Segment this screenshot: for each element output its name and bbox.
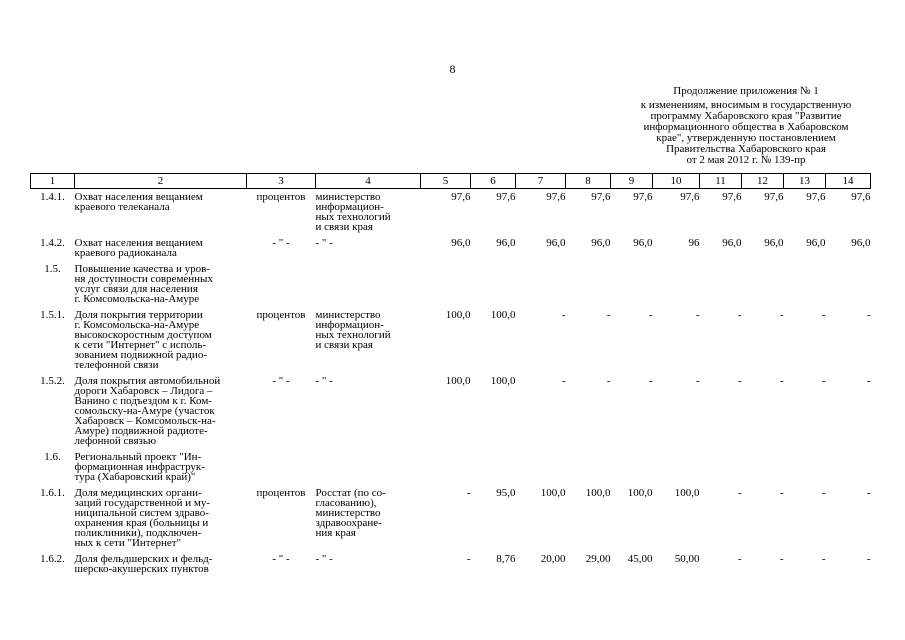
value-cell: - — [866, 309, 871, 321]
value-cell: 96,0 — [851, 237, 871, 249]
responsible-line: здравоохране- — [315, 517, 382, 529]
value-cell: 96,0 — [546, 237, 566, 249]
value-cell: 95,0 — [496, 487, 516, 499]
responsible-cell — [316, 235, 421, 261]
column-number: 11 — [700, 174, 742, 189]
indicators-table — [30, 173, 871, 577]
indicator-name-cell — [75, 307, 247, 373]
value-cell: - — [695, 309, 700, 321]
table-row — [31, 449, 871, 485]
appendix-title: Продолжение приложения № 1 — [673, 85, 819, 97]
indicator-name-line: краевого телеканала — [74, 201, 170, 213]
appendix-line: информационного общества в Хабаровском — [643, 121, 849, 133]
responsible-cell — [316, 485, 421, 551]
appendix-header — [600, 86, 892, 166]
value-cell: 29,00 — [585, 553, 611, 565]
indicator-name-line: охранения края (больницы и — [74, 517, 209, 529]
value-cell: 97,6 — [633, 191, 653, 203]
value-cell: - — [779, 309, 784, 321]
value-cell — [421, 449, 471, 485]
responsible-line: Росстат (по со- — [315, 487, 386, 499]
indicator-name-line: ниципальной систем здраво- — [74, 507, 209, 519]
value-cell: 100,0 — [490, 309, 516, 321]
value-cell: 96,0 — [722, 237, 742, 249]
responsible-cell — [316, 373, 421, 449]
value-cell — [516, 449, 566, 485]
indicator-name-cell — [75, 189, 247, 236]
row-number-cell: 1.6.1. — [40, 487, 65, 499]
indicator-name-line: телефонной связи — [74, 359, 159, 371]
column-number: 9 — [611, 174, 653, 189]
column-number: 7 — [516, 174, 566, 189]
responsible-line: - " - — [315, 237, 333, 249]
value-cell: - — [606, 375, 611, 387]
value-cell: 100,0 — [445, 375, 471, 387]
column-number: 3 — [247, 174, 316, 189]
responsible-line: информацион- — [315, 201, 384, 213]
indicator-name-line: Ванино с подъездом к г. Ком- — [74, 395, 212, 407]
responsible-line: ния края — [315, 527, 356, 539]
column-number: 14 — [826, 174, 871, 189]
table-row — [31, 189, 871, 236]
value-cell: - — [737, 487, 742, 499]
value-cell: - — [648, 375, 653, 387]
responsible-cell — [316, 551, 421, 577]
row-number-cell: 1.5. — [44, 263, 61, 275]
value-cell: - — [737, 553, 742, 565]
value-cell: - — [648, 309, 653, 321]
unit-cell: - " - — [272, 553, 290, 565]
indicator-name-line: Доля фельдшерских и фельд- — [74, 553, 213, 565]
column-number: 6 — [471, 174, 516, 189]
responsible-line: ных технологий — [315, 329, 391, 341]
value-cell: 100,0 — [490, 375, 516, 387]
unit-cell — [247, 261, 316, 307]
column-number: 13 — [784, 174, 826, 189]
unit-cell: процентов — [256, 487, 306, 499]
column-number-row — [31, 174, 871, 189]
value-cell — [471, 449, 516, 485]
value-cell: - — [737, 375, 742, 387]
value-cell: - — [561, 309, 566, 321]
indicator-name-line: услуг связи для населения — [74, 283, 198, 295]
value-cell: 100,0 — [627, 487, 653, 499]
value-cell: - — [821, 375, 826, 387]
value-cell — [700, 261, 742, 307]
row-number-cell: 1.4.1. — [40, 191, 65, 203]
value-cell: - — [466, 553, 471, 565]
value-cell: - — [561, 375, 566, 387]
value-cell: 96 — [688, 237, 700, 249]
table-row — [31, 551, 871, 577]
value-cell: - — [821, 487, 826, 499]
responsible-line: гласованию), — [315, 497, 377, 509]
value-cell — [742, 449, 784, 485]
column-number: 10 — [653, 174, 700, 189]
row-number-cell: 1.6. — [44, 451, 61, 463]
value-cell: 96,0 — [451, 237, 471, 249]
appendix-line: Правительства Хабаровского края — [666, 143, 826, 155]
indicator-name-line: Региональный проект "Ин- — [74, 451, 202, 463]
value-cell: 96,0 — [496, 237, 516, 249]
indicator-name-cell — [75, 551, 247, 577]
unit-cell: - " - — [272, 237, 290, 249]
value-cell: 50,00 — [674, 553, 700, 565]
indicator-name-line: Повышение качества и уров- — [74, 263, 210, 275]
column-number: 4 — [316, 174, 421, 189]
indicator-name-line: г. Комсомольска-на-Амуре — [74, 293, 200, 305]
value-cell: 96,0 — [633, 237, 653, 249]
value-cell: - — [821, 309, 826, 321]
responsible-cell — [316, 189, 421, 236]
responsible-line: и связи края — [315, 339, 373, 351]
row-number-cell: 1.5.1. — [40, 309, 65, 321]
value-cell — [611, 261, 653, 307]
appendix-line: программу Хабаровского края "Развитие — [650, 110, 842, 122]
value-cell — [826, 449, 871, 485]
indicator-name-line: Доля покрытия автомобильной — [74, 375, 221, 387]
value-cell: 97,6 — [722, 191, 742, 203]
row-number-cell: 1.5.2. — [40, 375, 65, 387]
responsible-line: - " - — [315, 553, 333, 565]
indicator-name-line: сомольску-на-Амуре (участок — [74, 405, 215, 417]
responsible-line: министерство — [315, 191, 381, 203]
indicator-name-cell — [75, 261, 247, 307]
value-cell — [826, 261, 871, 307]
value-cell: - — [737, 309, 742, 321]
value-cell: - — [866, 375, 871, 387]
value-cell: 96,0 — [764, 237, 784, 249]
indicator-name-line: шерско-акушерских пунктов — [74, 563, 209, 575]
value-cell: 100,0 — [585, 487, 611, 499]
value-cell — [784, 261, 826, 307]
value-cell: 100,0 — [445, 309, 471, 321]
value-cell — [471, 261, 516, 307]
responsible-cell — [316, 307, 421, 373]
table-row — [31, 373, 871, 449]
value-cell: 97,6 — [591, 191, 611, 203]
table-body — [31, 174, 871, 578]
unit-cell: процентов — [256, 191, 306, 203]
indicator-name-line: Хабаровск – Комсомольск-на- — [74, 415, 216, 427]
indicator-name-line: зованием подвижной радио- — [74, 349, 207, 361]
row-number-cell: 1.6.2. — [40, 553, 65, 565]
value-cell: 100,0 — [674, 487, 700, 499]
value-cell: 97,6 — [451, 191, 471, 203]
column-number: 8 — [566, 174, 611, 189]
table-row — [31, 307, 871, 373]
indicator-name-line: ных к сети "Интернет" — [74, 537, 182, 549]
responsible-line: министерство — [315, 507, 381, 519]
indicator-name-line: высокоскоростным доступом — [74, 329, 212, 341]
value-cell — [653, 449, 700, 485]
value-cell: 97,6 — [764, 191, 784, 203]
appendix-line: от 2 мая 2012 г. № 139-пр — [686, 154, 806, 166]
value-cell — [784, 449, 826, 485]
responsible-line: министерство — [315, 309, 381, 321]
value-cell: 97,6 — [851, 191, 871, 203]
responsible-line: - " - — [315, 375, 333, 387]
value-cell: 8,76 — [496, 553, 516, 565]
appendix-line: к изменениям, вносимым в государственную — [640, 99, 852, 111]
value-cell: 100,0 — [540, 487, 566, 499]
indicator-name-line: заций государственной и му- — [74, 497, 211, 509]
value-cell — [421, 261, 471, 307]
indicator-name-line: Доля медицинских органи- — [74, 487, 202, 499]
value-cell: 97,6 — [680, 191, 700, 203]
responsible-cell — [316, 261, 421, 307]
value-cell: - — [466, 487, 471, 499]
responsible-line: информацион- — [315, 319, 384, 331]
value-cell — [742, 261, 784, 307]
value-cell — [611, 449, 653, 485]
indicator-name-line: краевого радиоканала — [74, 247, 177, 259]
responsible-line: и связи края — [315, 221, 373, 233]
value-cell — [653, 261, 700, 307]
value-cell: 96,0 — [591, 237, 611, 249]
column-number: 5 — [421, 174, 471, 189]
value-cell: 97,6 — [546, 191, 566, 203]
unit-cell — [247, 449, 316, 485]
indicator-name-line: ня доступности современных — [74, 273, 213, 285]
indicator-name-line: тура (Хабаровский край)" — [74, 471, 196, 483]
value-cell — [566, 261, 611, 307]
value-cell: - — [866, 553, 871, 565]
indicator-name-line: дороги Хабаровск – Лидога – — [74, 385, 213, 397]
responsible-cell — [316, 449, 421, 485]
indicator-name-line: лефонной связью — [74, 435, 157, 447]
responsible-line: ных технологий — [315, 211, 391, 223]
value-cell: - — [779, 553, 784, 565]
value-cell: - — [779, 487, 784, 499]
appendix-line: крае", утвержденную постановлением — [656, 132, 836, 144]
value-cell: - — [866, 487, 871, 499]
indicator-name-cell — [75, 485, 247, 551]
column-number: 12 — [742, 174, 784, 189]
value-cell: - — [695, 375, 700, 387]
indicator-name-line: г. Комсомольска-на-Амуре — [74, 319, 200, 331]
indicator-name-line: к сети "Интернет" с исполь- — [74, 339, 207, 351]
value-cell — [566, 449, 611, 485]
indicator-name-line: Доля покрытия территории — [74, 309, 203, 321]
table-row — [31, 261, 871, 307]
value-cell: 96,0 — [806, 237, 826, 249]
indicator-name-line: Охват населения вещанием — [74, 237, 203, 249]
indicator-name-line: Охват населения вещанием — [74, 191, 203, 203]
value-cell: 45,00 — [627, 553, 653, 565]
indicator-name-line: Амуре) подвижной радиоте- — [74, 425, 208, 437]
indicator-name-line: поликлиники), подключен- — [74, 527, 202, 539]
page-number: 8 — [449, 62, 456, 76]
indicator-name-cell — [75, 449, 247, 485]
column-number: 1 — [31, 174, 75, 189]
value-cell: 20,00 — [540, 553, 566, 565]
indicator-name-cell — [75, 373, 247, 449]
table-row — [31, 235, 871, 261]
value-cell — [700, 449, 742, 485]
value-cell: - — [606, 309, 611, 321]
indicator-name-cell — [75, 235, 247, 261]
value-cell: - — [779, 375, 784, 387]
unit-cell: - " - — [272, 375, 290, 387]
value-cell — [516, 261, 566, 307]
value-cell: - — [821, 553, 826, 565]
value-cell: 97,6 — [496, 191, 516, 203]
indicator-name-line: формационная инфраструк- — [74, 461, 205, 473]
table-row — [31, 485, 871, 551]
column-number: 2 — [75, 174, 247, 189]
row-number-cell: 1.4.2. — [40, 237, 65, 249]
value-cell: 97,6 — [806, 191, 826, 203]
unit-cell: процентов — [256, 309, 306, 321]
